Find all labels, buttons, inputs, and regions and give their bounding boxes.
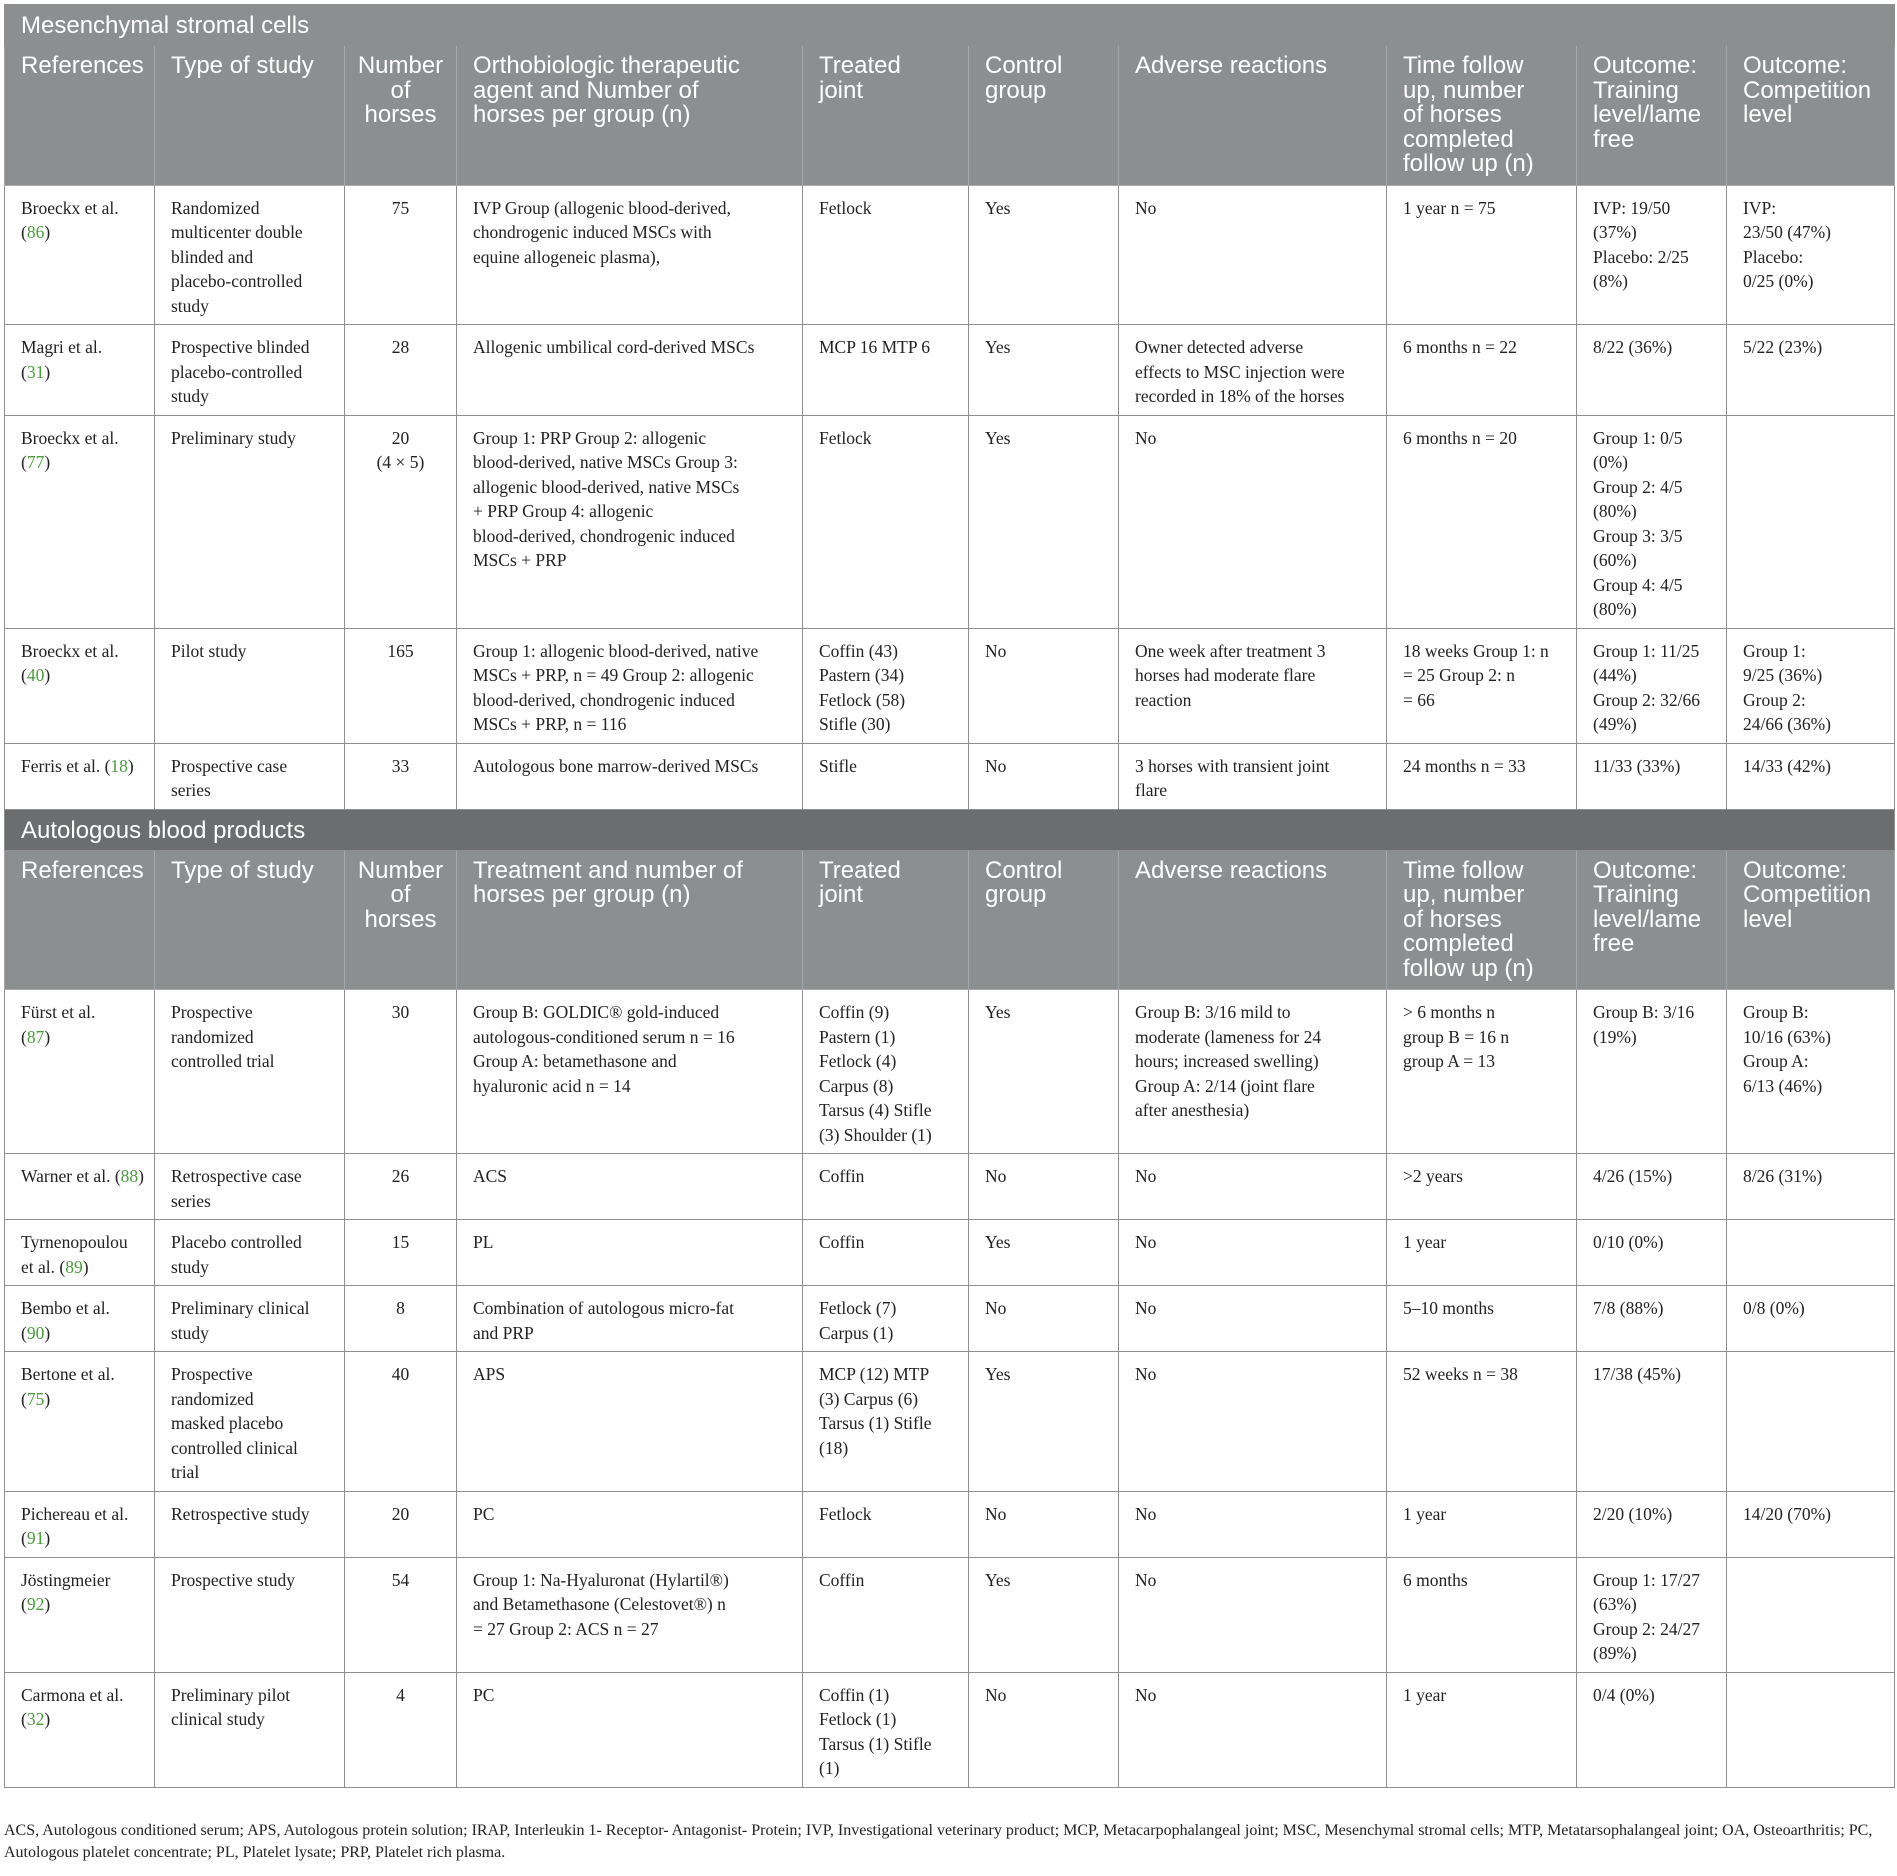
agent-cell: Group B: GOLDIC® gold-induced autologous-conditioned serum n = 16 Group A: betamethasone and hyaluronic acid n = 14: [457, 990, 803, 1154]
horses-count-cell: 4: [345, 1672, 457, 1787]
header-follow-up: Time follow up, number of horses completed follow up (n): [1387, 850, 1577, 990]
competition-outcome-cell: 14/33 (42%): [1727, 743, 1895, 809]
training-outcome-cell: IVP: 19/50 (37%) Placebo: 2/25 (8%): [1577, 185, 1727, 325]
follow-up-cell: 18 weeks Group 1: n = 25 Group 2: n = 66: [1387, 628, 1577, 743]
reference-link[interactable]: 91: [26, 1528, 45, 1548]
horses-count-cell: 30: [345, 990, 457, 1154]
study-type-cell: Prospective case series: [155, 743, 345, 809]
competition-outcome-cell: IVP: 23/50 (47%) Placebo: 0/25 (0%): [1727, 185, 1895, 325]
reference-cell: Carmona et al. (32): [5, 1672, 155, 1787]
header-adverse-reactions: Adverse reactions: [1119, 46, 1387, 186]
reference-link[interactable]: 31: [26, 361, 45, 382]
reference-authors: Broeckx et al.: [21, 640, 119, 661]
control-group-cell: No: [969, 1286, 1119, 1352]
competition-outcome-cell: 5/22 (23%): [1727, 325, 1895, 416]
control-group-cell: Yes: [969, 415, 1119, 628]
table-row: [5, 1154, 1895, 1220]
treated-joint-cell: Stifle: [803, 743, 969, 809]
reference-authors: Tyrnenopoulou et al.: [21, 1232, 128, 1277]
reference-authors: Warner et al.: [21, 1166, 111, 1186]
adverse-reactions-cell: No: [1119, 1672, 1387, 1787]
follow-up-cell: 6 months n = 20: [1387, 415, 1577, 628]
reference-cell: Magri et al. (31): [5, 325, 155, 416]
reference-link[interactable]: 77: [26, 452, 45, 472]
agent-cell: ACS: [457, 1154, 803, 1220]
reference-link[interactable]: 32: [26, 1709, 45, 1729]
treated-joint-cell: Coffin: [803, 1557, 969, 1672]
competition-outcome-cell: [1727, 1557, 1895, 1672]
reference-authors: Pichereau et al.: [21, 1503, 129, 1524]
reference-cell: Pichereau et al. (91): [5, 1491, 155, 1557]
reference-link[interactable]: 75: [26, 1388, 45, 1409]
adverse-reactions-cell: Group B: 3/16 mild to moderate (lameness for 24 hours; increased swelling) Group A: 2/14 (joint flare after anesthesia): [1119, 990, 1387, 1154]
reference-authors: Bembo et al.: [21, 1298, 110, 1318]
header-outcome-competition: Outcome: Competition level: [1727, 850, 1895, 990]
study-type-cell: Retrospective study: [155, 1491, 345, 1557]
reference-cell: Ferris et al. (18): [5, 743, 155, 809]
header-outcome-competition: Outcome: Competition level: [1727, 46, 1895, 186]
header-adverse-reactions: Adverse reactions: [1119, 850, 1387, 990]
horses-count-cell: 33: [345, 743, 457, 809]
study-type-cell: Placebo controlled study: [155, 1220, 345, 1286]
reference-authors: Broeckx et al.: [21, 427, 119, 448]
follow-up-cell: 6 months n = 22: [1387, 325, 1577, 416]
control-group-cell: Yes: [969, 990, 1119, 1154]
training-outcome-cell: 2/20 (10%): [1577, 1491, 1727, 1557]
competition-outcome-cell: [1727, 1220, 1895, 1286]
reference-cell: Bembo et al. (90): [5, 1286, 155, 1352]
horses-count-cell: 26: [345, 1154, 457, 1220]
reference-cell: Warner et al. (88): [5, 1154, 155, 1220]
competition-outcome-cell: [1727, 415, 1895, 628]
reference-authors: Magri et al.: [21, 337, 103, 357]
reference-link[interactable]: 90: [26, 1322, 45, 1343]
follow-up-cell: 5–10 months: [1387, 1286, 1577, 1352]
training-outcome-cell: 0/10 (0%): [1577, 1220, 1727, 1286]
follow-up-cell: 6 months: [1387, 1557, 1577, 1672]
study-type-cell: Prospective study: [155, 1557, 345, 1672]
training-outcome-cell: Group 1: 17/27 (63%) Group 2: 24/27 (89%): [1577, 1557, 1727, 1672]
competition-outcome-cell: Group B: 10/16 (63%) Group A: 6/13 (46%): [1727, 990, 1895, 1154]
adverse-reactions-cell: No: [1119, 1154, 1387, 1220]
training-outcome-cell: 8/22 (36%): [1577, 325, 1727, 416]
header-control-group: Control group: [969, 46, 1119, 186]
reference-link[interactable]: 87: [26, 1026, 45, 1047]
table-row: [5, 628, 1895, 743]
training-outcome-cell: Group B: 3/16 (19%): [1577, 990, 1727, 1154]
training-outcome-cell: 4/26 (15%): [1577, 1154, 1727, 1220]
table-row: [5, 743, 1895, 809]
treated-joint-cell: Coffin (1) Fetlock (1) Tarsus (1) Stifle (1): [803, 1672, 969, 1787]
header-treated-joint: Treated joint: [803, 46, 969, 186]
reference-cell: Fürst et al. (87): [5, 990, 155, 1154]
header-references: References: [5, 850, 155, 990]
reference-authors: Jöstingmeier: [21, 1569, 111, 1590]
follow-up-cell: >2 years: [1387, 1154, 1577, 1220]
control-group-cell: Yes: [969, 1220, 1119, 1286]
adverse-reactions-cell: No: [1119, 1220, 1387, 1286]
table-row: [5, 185, 1895, 325]
agent-cell: Group 1: PRP Group 2: allogenic blood-derived, native MSCs Group 3: allogenic blood-derived, native MSCs + PRP Group 4: allogenic blood-derived, chondrogenic induced MSCs + PRP: [457, 415, 803, 628]
table-row: [5, 415, 1895, 628]
agent-cell: PL: [457, 1220, 803, 1286]
competition-outcome-cell: 8/26 (31%): [1727, 1154, 1895, 1220]
control-group-cell: Yes: [969, 1557, 1119, 1672]
header-number-of-horses: Number of horses: [345, 46, 457, 186]
header-outcome-training: Outcome: Training level/lame free: [1577, 46, 1727, 186]
reference-link[interactable]: 40: [26, 665, 45, 685]
header-control-group: Control group: [969, 850, 1119, 990]
agent-cell: Combination of autologous micro-fat and PRP: [457, 1286, 803, 1352]
training-outcome-cell: 0/4 (0%): [1577, 1672, 1727, 1787]
study-type-cell: Prospective randomized masked placebo controlled clinical trial: [155, 1352, 345, 1492]
adverse-reactions-cell: No: [1119, 1557, 1387, 1672]
header-type-of-study: Type of study: [155, 46, 345, 186]
reference-cell: Bertone et al. (75): [5, 1352, 155, 1492]
follow-up-cell: 52 weeks n = 38: [1387, 1352, 1577, 1492]
follow-up-cell: > 6 months n group B = 16 n group A = 13: [1387, 990, 1577, 1154]
table-row: [5, 325, 1895, 416]
training-outcome-cell: 11/33 (33%): [1577, 743, 1727, 809]
table-row: [5, 1286, 1895, 1352]
reference-link[interactable]: 88: [120, 1166, 139, 1186]
horses-count-cell: 54: [345, 1557, 457, 1672]
adverse-reactions-cell: No: [1119, 1352, 1387, 1492]
control-group-cell: No: [969, 1672, 1119, 1787]
horses-count-cell: 20 (4 × 5): [345, 415, 457, 628]
agent-cell: PC: [457, 1672, 803, 1787]
treated-joint-cell: Coffin (43) Pastern (34) Fetlock (58) Stifle (30): [803, 628, 969, 743]
competition-outcome-cell: [1727, 1672, 1895, 1787]
header-follow-up: Time follow up, number of horses completed follow up (n): [1387, 46, 1577, 186]
training-outcome-cell: Group 1: 0/5 (0%) Group 2: 4/5 (80%) Group 3: 3/5 (60%) Group 4: 4/5 (80%): [1577, 415, 1727, 628]
control-group-cell: Yes: [969, 325, 1119, 416]
section-title: Autologous blood products: [5, 809, 1895, 850]
control-group-cell: No: [969, 628, 1119, 743]
adverse-reactions-cell: One week after treatment 3 horses had moderate flare reaction: [1119, 628, 1387, 743]
treated-joint-cell: Coffin (9) Pastern (1) Fetlock (4) Carpus (8) Tarsus (4) Stifle (3) Shoulder (1): [803, 990, 969, 1154]
study-type-cell: Randomized multicenter double blinded and placebo-controlled study: [155, 185, 345, 325]
follow-up-cell: 1 year: [1387, 1491, 1577, 1557]
reference-authors: Bertone et al.: [21, 1364, 115, 1384]
adverse-reactions-cell: No: [1119, 1491, 1387, 1557]
reference-authors: Carmona et al.: [21, 1684, 124, 1705]
follow-up-cell: 1 year: [1387, 1672, 1577, 1787]
horses-count-cell: 15: [345, 1220, 457, 1286]
header-number-of-horses: Number of horses: [345, 850, 457, 990]
agent-cell: APS: [457, 1352, 803, 1492]
treated-joint-cell: Coffin: [803, 1154, 969, 1220]
reference-cell: Broeckx et al. (77): [5, 415, 155, 628]
study-type-cell: Preliminary pilot clinical study: [155, 1672, 345, 1787]
competition-outcome-cell: [1727, 1352, 1895, 1492]
training-outcome-cell: Group 1: 11/25 (44%) Group 2: 32/66 (49%): [1577, 628, 1727, 743]
control-group-cell: No: [969, 743, 1119, 809]
reference-cell: Jöstingmeier (92): [5, 1557, 155, 1672]
horses-count-cell: 165: [345, 628, 457, 743]
header-outcome-training: Outcome: Training level/lame free: [1577, 850, 1727, 990]
reference-authors: Fürst et al.: [21, 1002, 96, 1022]
horses-count-cell: 28: [345, 325, 457, 416]
control-group-cell: Yes: [969, 185, 1119, 325]
study-type-cell: Preliminary study: [155, 415, 345, 628]
reference-link[interactable]: 18: [110, 755, 128, 776]
training-outcome-cell: 17/38 (45%): [1577, 1352, 1727, 1492]
control-group-cell: No: [969, 1491, 1119, 1557]
follow-up-cell: 1 year n = 75: [1387, 185, 1577, 325]
treated-joint-cell: MCP 16 MTP 6: [803, 325, 969, 416]
treated-joint-cell: Fetlock (7) Carpus (1): [803, 1286, 969, 1352]
treated-joint-cell: Coffin: [803, 1220, 969, 1286]
follow-up-cell: 24 months n = 33: [1387, 743, 1577, 809]
adverse-reactions-cell: No: [1119, 185, 1387, 325]
reference-cell: Tyrnenopoulou et al. (89): [5, 1220, 155, 1286]
study-type-cell: Preliminary clinical study: [155, 1286, 345, 1352]
treated-joint-cell: MCP (12) MTP (3) Carpus (6) Tarsus (1) Stifle (18): [803, 1352, 969, 1492]
reference-cell: Broeckx et al. (86): [5, 185, 155, 325]
study-type-cell: Prospective blinded placebo-controlled study: [155, 325, 345, 416]
follow-up-cell: 1 year: [1387, 1220, 1577, 1286]
table-footnote: ACS, Autologous conditioned serum; APS, Autologous protein solution; IRAP, Interleukin 1- Receptor- Antagonist- Protein; IVP, Investigational veterinary product; MCP, Metacarpophalangeal joint; MSC, Mesenchymal stromal cells; MTP, Metatarsophalangeal joint; OA, Osteoarthritis; PC, Autologous platelet concentrate; PL, Platelet lysate; PRP, Platelet rich plasma.: [4, 1822, 1873, 1861]
header-agent: Treatment and number of horses per group (n): [457, 850, 803, 990]
table-row: [5, 1491, 1895, 1557]
section-title-row: [5, 809, 1895, 850]
agent-cell: Group 1: allogenic blood-derived, native MSCs + PRP, n = 49 Group 2: allogenic blood-derived, chondrogenic induced MSCs + PRP, n = 116: [457, 628, 803, 743]
table-row: [5, 1352, 1895, 1492]
treated-joint-cell: Fetlock: [803, 1491, 969, 1557]
table-row: [5, 1557, 1895, 1672]
table-row: [5, 990, 1895, 1154]
agent-cell: PC: [457, 1491, 803, 1557]
adverse-reactions-cell: No: [1119, 415, 1387, 628]
header-agent: Orthobiologic therapeutic agent and Number of horses per group (n): [457, 46, 803, 186]
competition-outcome-cell: 0/8 (0%): [1727, 1286, 1895, 1352]
column-header-row: [5, 46, 1895, 186]
treated-joint-cell: Fetlock: [803, 415, 969, 628]
header-type-of-study: Type of study: [155, 850, 345, 990]
horses-count-cell: 8: [345, 1286, 457, 1352]
study-type-cell: Pilot study: [155, 628, 345, 743]
studies-table: [4, 4, 1895, 1788]
study-type-cell: Prospective randomized controlled trial: [155, 990, 345, 1154]
agent-cell: Autologous bone marrow-derived MSCs: [457, 743, 803, 809]
agent-cell: IVP Group (allogenic blood-derived, chondrogenic induced MSCs with equine allogeneic plasma),: [457, 185, 803, 325]
reference-link[interactable]: 92: [26, 1594, 45, 1614]
header-treated-joint: Treated joint: [803, 850, 969, 990]
table-row: [5, 1220, 1895, 1286]
control-group-cell: Yes: [969, 1352, 1119, 1492]
agent-cell: Group 1: Na-Hyaluronat (Hylartil®) and Betamethasone (Celestovet®) n = 27 Group 2: ACS n = 27: [457, 1557, 803, 1672]
section-title-row: [5, 5, 1895, 46]
reference-link[interactable]: 86: [26, 222, 45, 242]
horses-count-cell: 75: [345, 185, 457, 325]
competition-outcome-cell: 14/20 (70%): [1727, 1491, 1895, 1557]
adverse-reactions-cell: 3 horses with transient joint flare: [1119, 743, 1387, 809]
reference-link[interactable]: 89: [65, 1256, 83, 1277]
training-outcome-cell: 7/8 (88%): [1577, 1286, 1727, 1352]
column-header-row: [5, 850, 1895, 990]
reference-authors: Ferris et al.: [21, 755, 101, 776]
section-title: Mesenchymal stromal cells: [5, 5, 1895, 46]
horses-count-cell: 20: [345, 1491, 457, 1557]
adverse-reactions-cell: Owner detected adverse effects to MSC injection were recorded in 18% of the horses: [1119, 325, 1387, 416]
competition-outcome-cell: Group 1: 9/25 (36%) Group 2: 24/66 (36%): [1727, 628, 1895, 743]
adverse-reactions-cell: No: [1119, 1286, 1387, 1352]
header-references: References: [5, 46, 155, 186]
reference-authors: Broeckx et al.: [21, 197, 119, 218]
reference-cell: Broeckx et al. (40): [5, 628, 155, 743]
control-group-cell: No: [969, 1154, 1119, 1220]
treated-joint-cell: Fetlock: [803, 185, 969, 325]
agent-cell: Allogenic umbilical cord-derived MSCs: [457, 325, 803, 416]
table-row: [5, 1672, 1895, 1787]
horses-count-cell: 40: [345, 1352, 457, 1492]
study-type-cell: Retrospective case series: [155, 1154, 345, 1220]
